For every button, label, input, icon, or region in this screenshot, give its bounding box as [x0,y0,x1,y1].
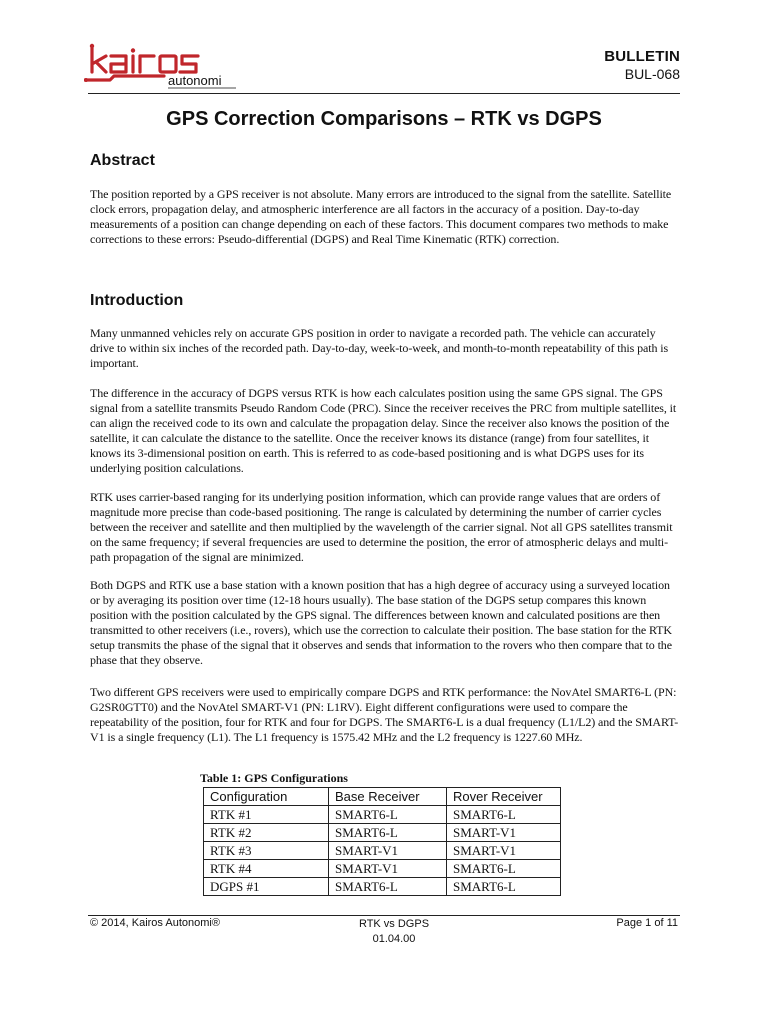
table-cell: SMART6-L [329,824,447,842]
footer-rule [88,915,680,916]
introduction-heading: Introduction [90,292,184,309]
table-cell: SMART-V1 [447,842,561,860]
table-cell: SMART6-L [447,860,561,878]
table-cell: RTK #1 [204,806,329,824]
table-caption: Table 1: GPS Configurations [200,771,348,785]
intro-paragraph-5: Two different GPS receivers were used to empirically compare DGPS and RTK performance: the NovAtel SMART6-L (PN: G2SR0GTT0) and the NovAtel SMART-V1 (PN: L1RV). Eight different configurations were used to compare the repeatability of the position, four for RTK and four for DGPS. The SMART6-L is a dual frequency (L1/L2) and the SMART-V1 is a single frequency (L1). The L1 frequency is 1575.42 MHz and the L2 frequency is 1227.60 MHz. [90,685,679,744]
table-cell: SMART6-L [329,878,447,896]
table-cell: SMART-V1 [329,842,447,860]
kairos-logo [84,42,244,92]
table-row [204,860,561,878]
intro-paragraph-2: The difference in the accuracy of DGPS versus RTK is how each calculates position using the same GPS signal. The GPS signal from a satellite transmits Pseudo Random Code (PRC). Since the receiver receives the PRC from multiple satellites, it can align the received code to its own and calculate the propagation delay. Since the receiver also knows the position of the satellite, it can calculate the distance to the satellite. Once the receiver knows its distance (range) from four satellites, it knows its 3-dimensional position on earth. This is referred to as code-based positioning and is what DGPS uses for its underlying position calculations. [90,386,677,475]
bulletin-number: BUL-068 [624,66,680,82]
table-cell: SMART6-L [447,878,561,896]
table-header-cell: Base Receiver [329,788,447,806]
table-cell: RTK #4 [204,860,329,878]
table-cell: SMART6-L [329,806,447,824]
table-row [204,824,561,842]
table-header-cell: Rover Receiver [447,788,561,806]
table-row [204,806,561,824]
intro-paragraph-3: RTK uses carrier-based ranging for its underlying position information, which can provide range values that are orders of magnitude more precise than code-based positioning. The range is calculated by determining the number of carrier cycles between the receiver and satellite and then multiplied by the wavelength of the carrier signal. Not all GPS satellites transmit on the same frequency; if several frequencies are used to determine the position, the error of atmospheric delays and multi-path propagation of the signal are minimized. [90,490,673,564]
footer-version: 01.04.00 [372,933,416,945]
logo-subtext: autonomi [168,73,222,88]
table-row [204,878,561,896]
table-header-row [204,788,561,806]
intro-paragraph-1: Many unmanned vehicles rely on accurate GPS position in order to navigate a recorded path. The vehicle can accurately drive to within six inches of the recorded path. Day-to-day, week-to-week, and month-to-month repeatability of this path is important. [90,326,669,370]
footer-doc-title: RTK vs DGPS [358,918,430,930]
table-cell: SMART-V1 [329,860,447,878]
gps-configurations-table [203,787,561,896]
table-cell: DGPS #1 [204,878,329,896]
table-cell: RTK #3 [204,842,329,860]
bulletin-label-block [604,48,680,83]
table-row [204,842,561,860]
header-rule [88,93,680,94]
footer-copyright: © 2014, Kairos Autonomi® [90,917,220,929]
footer-page-number: Page 1 of 11 [616,917,678,929]
table-cell: SMART6-L [447,806,561,824]
abstract-heading: Abstract [90,152,155,169]
bulletin-label: BULLETIN [604,48,680,65]
intro-paragraph-4: Both DGPS and RTK use a base station with a known position that has a high degree of accuracy using a surveyed location or by averaging its position over time (12-18 hours usually). The base station of the DGPS setup compares this known position with the position calculated by the GPS signal. The differences between known and calculated positions are then transmitted to other receivers (i.e., rovers), which use the correction to calculate their position. The base station for the RTK setup transmits the phase of the signal that it observes and sends that information to the rovers who then compare that to the phase that they observe. [90,578,672,667]
table-cell: SMART-V1 [447,824,561,842]
table-cell: RTK #2 [204,824,329,842]
footer-doc-info [334,917,454,947]
document-title: GPS Correction Comparisons – RTK vs DGPS [166,108,602,130]
table-header-cell: Configuration [204,788,329,806]
abstract-paragraph: The position reported by a GPS receiver is not absolute. Many errors are introduced to the signal from the satellite. Satellite clock errors, propagation delay, and atmospheric interference are all factors in the accuracy of a position. Day-to-day measurements of a position can change depending on each of these factors. This document compares two methods to make corrections to these errors: Pseudo-differential (DGPS) and Real Time Kinematic (RTK) correction. [90,187,672,246]
